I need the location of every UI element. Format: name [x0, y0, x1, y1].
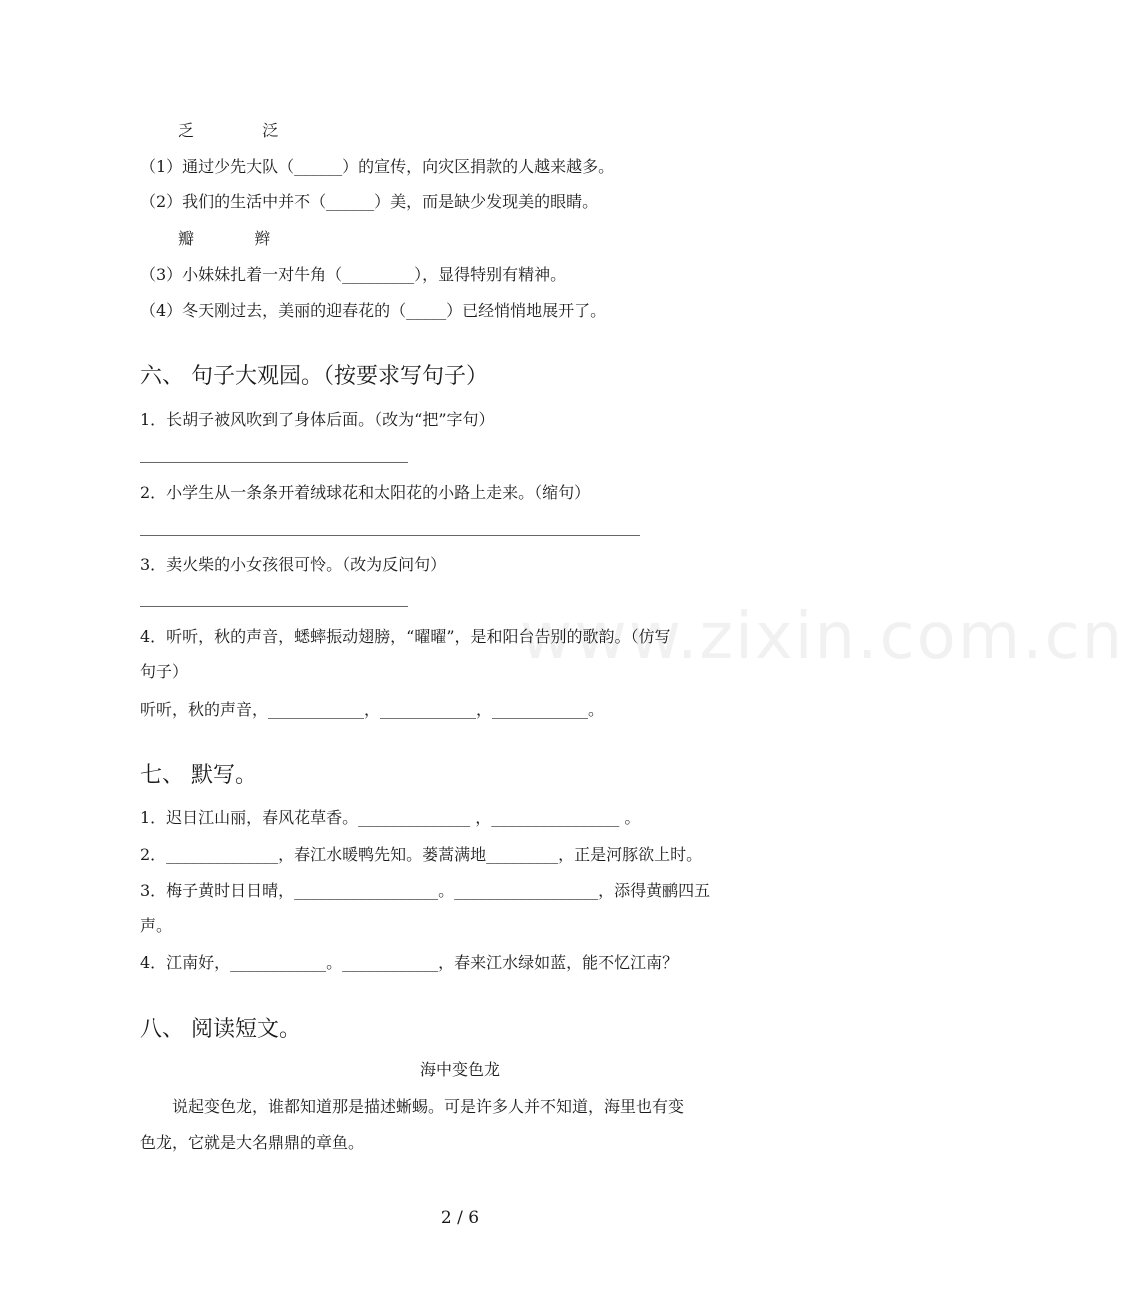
section-8-heading: 八、 阅读短文。	[140, 1017, 301, 1042]
answer-line-6-3[interactable]	[140, 606, 408, 607]
question-5-3: （3）小妹妹扎着一对牛角（_________），显得特别有精神。	[140, 265, 567, 284]
question-7-3-cont: 声。	[140, 916, 173, 935]
question-6-3: 3．卖火柴的小女孩很可怜。（改为反问句）	[140, 555, 447, 574]
passage-title: 海中变色龙	[419, 1060, 500, 1079]
word-option-ban: 瓣	[178, 229, 195, 248]
question-5-2: （2）我们的生活中并不（______）美，而是缺少发现美的眼睛。	[140, 192, 599, 211]
passage-paragraph-line-1: 说起变色龙，谁都知道那是描述蜥蜴。可是许多人并不知道，海里也有变	[172, 1097, 685, 1116]
word-option-bian: 辫	[254, 229, 271, 248]
watermark: www.zixin.com.cn	[520, 600, 1124, 674]
question-6-1: 1．长胡子被风吹到了身体后面。（改为“把”字句）	[140, 410, 495, 429]
question-6-4-template: 听听，秋的声音，____________，____________，____________。	[140, 700, 605, 719]
passage-paragraph-line-2: 色龙，它就是大名鼎鼎的章鱼。	[140, 1133, 365, 1152]
question-6-4: 4．听听，秋的声音，蟋蟀振动翅膀，“曜曜”，是和阳台告别的歌韵。（仿写	[140, 627, 671, 646]
section-6-heading: 六、 句子大观园。（按要求写句子）	[140, 364, 488, 389]
question-7-1: 1．迟日江山丽，春风花草香。______________ ，________________ 。	[140, 808, 641, 827]
question-7-3: 3．梅子黄时日日晴，__________________。__________________，添得黄鹂四五	[140, 881, 711, 900]
page-number: 2 / 6	[440, 1208, 480, 1228]
answer-line-6-1[interactable]	[140, 462, 408, 463]
question-7-4: 4．江南好，____________。____________，春来江水绿如蓝，能不忆江南？	[140, 953, 679, 972]
question-5-1: （1）通过少先大队（______）的宣传，向灾区捐款的人越来越多。	[140, 157, 615, 176]
question-7-2: 2．______________，春江水暖鸭先知。蒌蒿满地_________，正是河豚欲上时。	[140, 845, 703, 864]
question-6-4-cont: 句子）	[140, 662, 189, 681]
word-pair-2	[178, 229, 270, 249]
word-pair-1	[178, 121, 278, 141]
answer-line-6-2[interactable]	[140, 535, 640, 536]
word-option-fa: 乏	[178, 121, 195, 140]
question-6-2: 2．小学生从一条条开着绒球花和太阳花的小路上走来。（缩句）	[140, 483, 591, 502]
word-option-fan: 泛	[262, 121, 279, 140]
section-7-heading: 七、 默写。	[140, 763, 257, 788]
question-5-4: （4）冬天刚过去，美丽的迎春花的（_____）已经悄悄地展开了。	[140, 301, 607, 320]
